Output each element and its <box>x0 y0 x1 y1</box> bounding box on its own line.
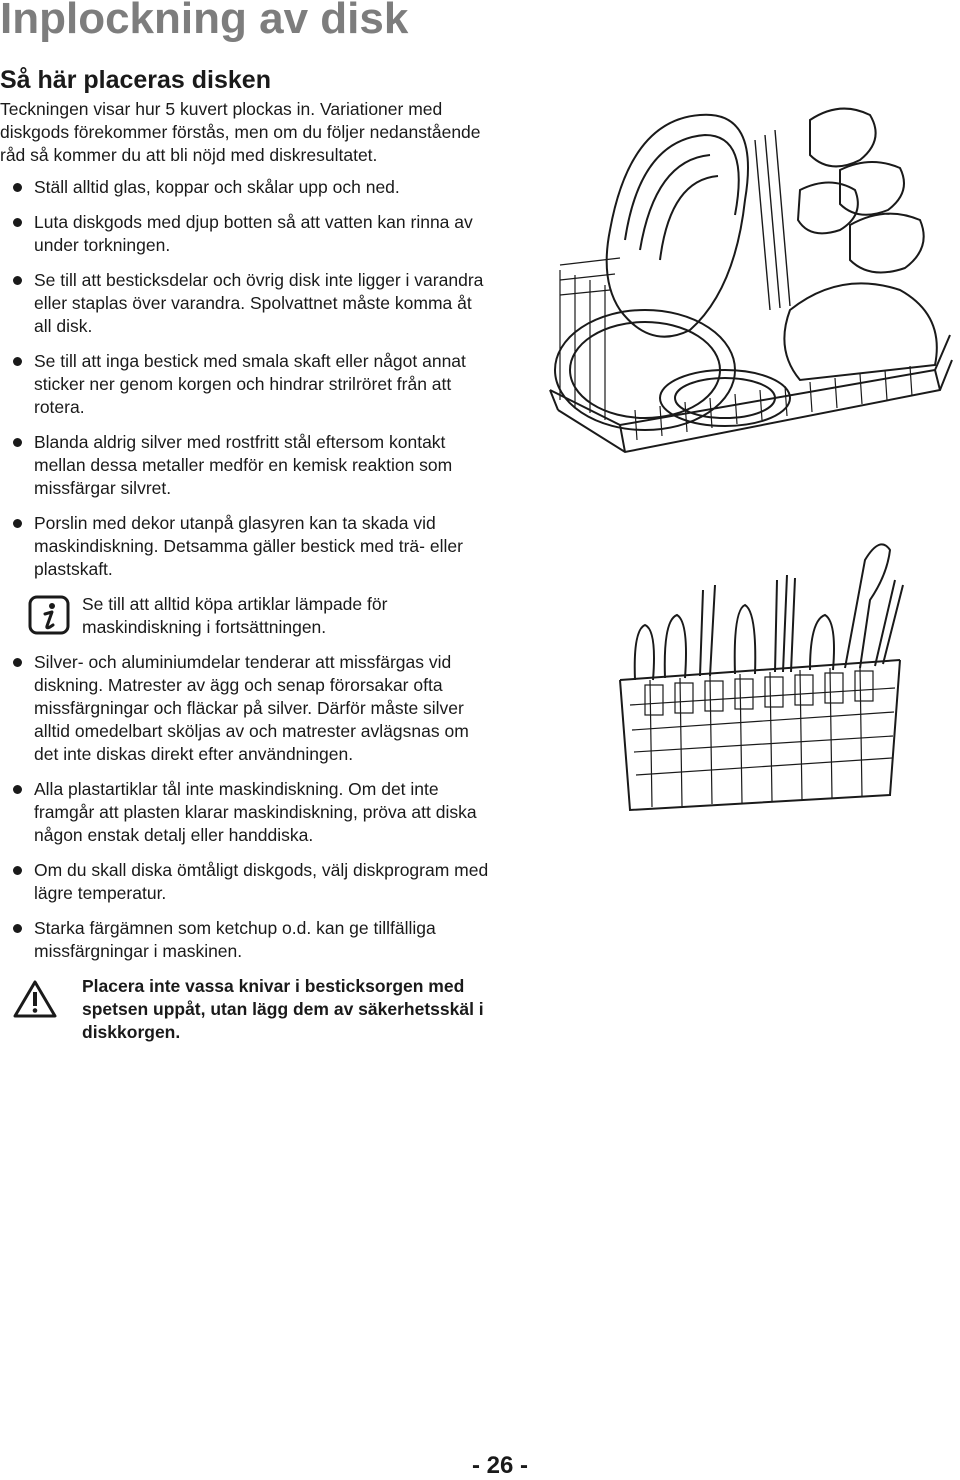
bullet-dot-icon <box>13 924 22 933</box>
info-note: Se till att alltid köpa artiklar lämpade för maskindiskning i fortsättningen. <box>0 593 490 639</box>
bullet-item: Porslin med dekor utanpå glasyren kan ta skada vid maskindiskning. Detsamma gäller bestick med trä- eller plastskaft. <box>0 512 490 581</box>
info-icon <box>28 595 70 635</box>
bullet-dot-icon <box>13 357 22 366</box>
bullet-dot-icon <box>13 658 22 667</box>
bullet-item: Se till att besticksdelar och övrig disk inte ligger i varandra eller staplas över varandra. Spolvattnet måste komma åt all disk. <box>0 269 490 338</box>
section-heading: Så här placeras disken <box>0 66 271 94</box>
warning-triangle-icon <box>12 979 58 1019</box>
cutlery-basket-illustration <box>605 530 910 830</box>
bullet-item: Blanda aldrig silver med rostfritt stål eftersom kontakt mellan dessa metaller medför en kemisk reaktion som missfärgar silvret. <box>0 431 490 500</box>
bullet-dot-icon <box>13 183 22 192</box>
page-title: Inplockning av disk <box>0 0 409 43</box>
bullet-item: Silver- och aluminiumdelar tenderar att missfärgas vid diskning. Matrester av ägg och senap förorsakar ofta missfärgningar och fläckar på silver. Därför måste silver alltid omedelbart sköljas av och matrester avlägsnas om det inte diskas direkt efter användningen. <box>0 651 490 766</box>
intro-paragraph: Teckningen visar hur 5 kuvert plockas in. Variationer med diskgods förekommer förstås, men om du följer nedanstående råd så kommer du att bli nöjd med diskresultatet. <box>0 99 481 165</box>
bullet-dot-icon <box>13 218 22 227</box>
bullet-dot-icon <box>13 866 22 875</box>
bullet-item: Se till att inga bestick med smala skaft eller något annat sticker ner genom korgen och hindrar strilröret från att rotera. <box>0 350 490 419</box>
bullet-item: Ställ alltid glas, koppar och skålar upp och ned. <box>0 176 490 199</box>
page-number: - 26 - <box>472 1452 529 1479</box>
bullet-item: Om du skall diska ömtåligt diskgods, välj diskprogram med lägre temperatur. <box>0 859 490 905</box>
instructions-column <box>0 98 490 1044</box>
bullet-dot-icon <box>13 785 22 794</box>
bullet-dot-icon <box>13 438 22 447</box>
warning-note: Placera inte vassa knivar i besticksorgen med spetsen uppåt, utan lägg dem av säkerhetsskäl i diskkorgen. <box>0 975 490 1044</box>
bullet-item: Alla plastartiklar tål inte maskindiskning. Om det inte framgår att plasten klarar maskindiskning, pröva att diska någon enstak detalj eller handdiska. <box>0 778 490 847</box>
bullet-dot-icon <box>13 519 22 528</box>
bullet-item: Luta diskgods med djup botten så att vatten kan rinna av under torkningen. <box>0 211 490 257</box>
bullet-item: Starka färgämnen som ketchup o.d. kan ge tillfälliga missfärgningar i maskinen. <box>0 917 490 963</box>
upper-basket-illustration <box>540 80 960 480</box>
bullet-dot-icon <box>13 276 22 285</box>
